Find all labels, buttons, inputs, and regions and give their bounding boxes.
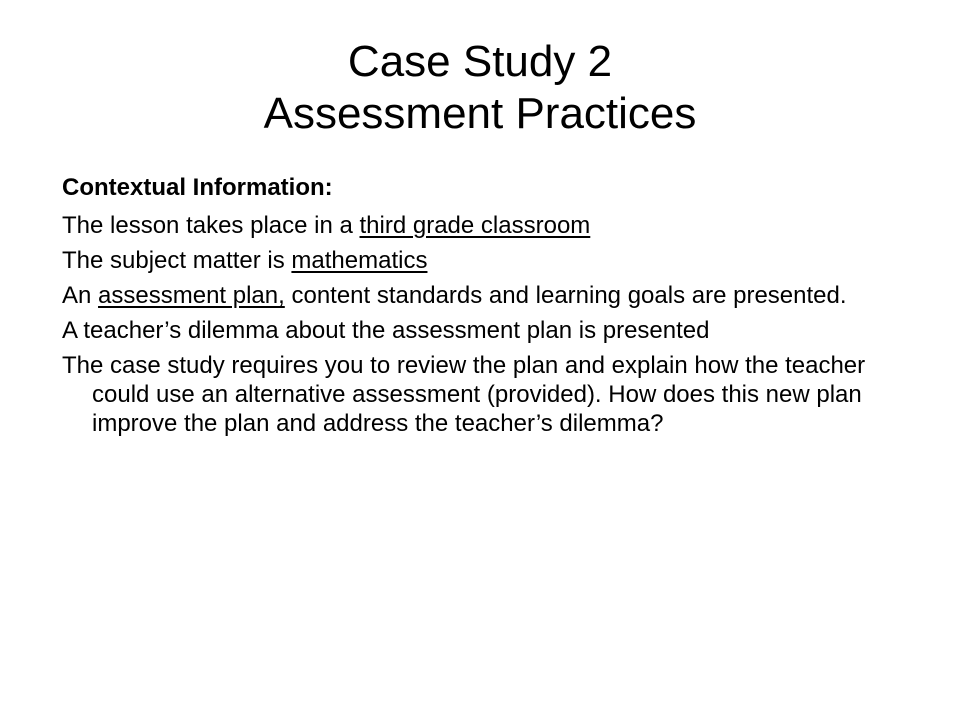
underlined-term: mathematics — [291, 247, 428, 274]
underlined-term: assessment plan, — [98, 282, 285, 309]
paragraph-subject — [62, 246, 922, 275]
title-line-2: Assessment Practices — [263, 89, 697, 138]
paragraph-text: content standards and learning goals are presented. — [284, 282, 847, 309]
slide-title — [0, 36, 960, 140]
paragraph-assessment-plan — [62, 281, 922, 310]
paragraph-text: An — [62, 282, 99, 309]
paragraph-text: The lesson takes place in a — [62, 212, 360, 239]
slide-body — [62, 173, 922, 444]
paragraph-grade-level — [62, 211, 922, 240]
underlined-term: third grade classroom — [359, 212, 591, 239]
paragraph-dilemma: A teacher’s dilemma about the assessment plan is presented — [62, 317, 710, 344]
paragraph-text: The subject matter is — [62, 247, 292, 274]
section-heading: Contextual Information: — [62, 174, 333, 201]
paragraph-requirements: The case study requires you to review the plan and explain how the teacher could use an alternative assessment (provided). How does this new plan improve the plan and address the teacher’s dilemma? — [62, 352, 866, 437]
title-line-1: Case Study 2 — [347, 37, 613, 86]
